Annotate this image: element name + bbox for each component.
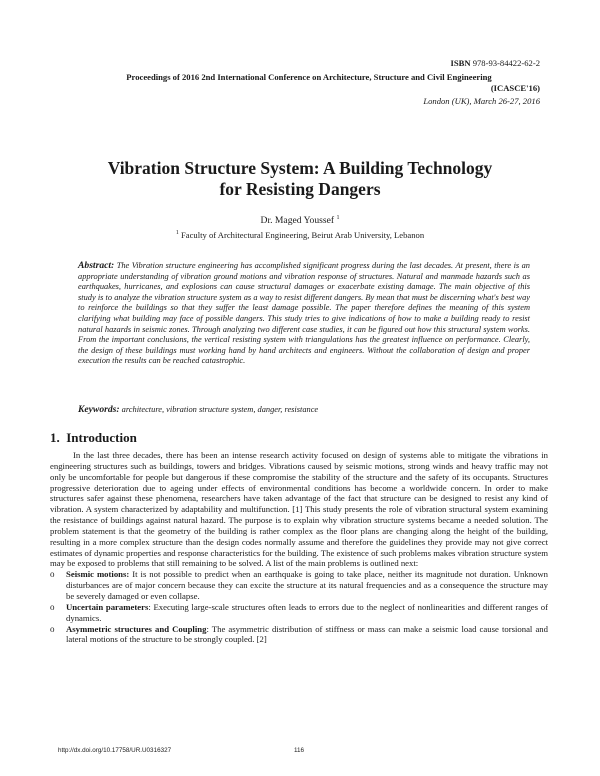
proceedings-acronym: (ICASCE'16) (490, 83, 540, 93)
list-item-text: : Executing large-scale structures often leads to errors due to the neglect of nonlinearities and different ranges of dynamics. (66, 601, 549, 623)
author (0, 215, 600, 226)
abstract-text: The Vibration structure engineering has accomplished significant progress during the last decades. At present, there is an appropriate understanding of vibration ground motions and vibration response of structures. Natural and manmade hazards such as earthquakes, hurricanes, and explosions can cause structural damages or exacerbate existing damage. The main objective of this study is to analyze the vibration structure system as a way to resist different dangers. By mean that must be discerning what's best way to reinforce the buildings so that they suffer the least damage possible. The paper therefore defines the meaning of this system clarifying what building may face of possible dangers. This study tries to give indications of how to make a building ready to resist natural hazards in seismic zones. Through analyzing two different case studies, it can be figured out how this structural system works. From the important conclusions, the vertical resisting system with triangulations has the greatest influence on performance. Clearly, the design of these buildings must working hand by hand architects and engineers. Without the collaboration of design and proper execution the results can be reached catastrophic. (78, 261, 530, 366)
section-heading (50, 430, 137, 446)
author-name: Dr. Maged Youssef (260, 215, 335, 226)
keywords-text: architecture, vibration structure system, danger, resistance (121, 405, 319, 414)
list-item (50, 602, 548, 624)
bullet-icon: o (50, 623, 55, 634)
list-item (50, 569, 548, 602)
paper-title-line-1: Vibration Structure System: A Building Technology (107, 158, 493, 178)
affiliation-text: Faculty of Architectural Engineering, Beirut Arab University, Lebanon (181, 230, 425, 240)
section-title: Introduction (66, 430, 137, 445)
paper-title (60, 158, 540, 200)
isbn-line (450, 58, 540, 68)
page-number: 116 (294, 747, 305, 754)
conference-place-date: London (UK), March 26-27, 2016 (423, 96, 540, 106)
section-number: 1. (50, 430, 60, 445)
isbn-value: 978-93-84422-62-2 (472, 58, 540, 68)
isbn-label: ISBN (450, 58, 471, 68)
section-body (50, 450, 548, 645)
list-item-text: : The asymmetric distribution of stiffness or mass can make a seismic load cause torsional and lateral motions of the structure to be strongly coupled. [2] (66, 623, 548, 645)
bullet-icon: o (50, 569, 55, 580)
keywords (78, 404, 530, 415)
abstract-label: Abstract: (78, 260, 115, 271)
intro-paragraph: In the last three decades, there has been an intense research activity focused on design of systems able to mitigate the vibrations in engineering structures such as buildings, towers and bridges. Vibrations caused by seismic motions, strong winds and heavy traffic may not only be uncomfortable for people but dangerous if these compromise the stability of the structure and the safety of its occupants. Structures progressive deterioration due to ageing under effects of environmental conditions has become a worldwide concern. In order to make structures safer against these phenomena, researchers have taken advantage of the fact that structure can be designed to resist any kind of vibration. A system characterized by adaptability and multifunction. [1] This study presents the role of vibration structural system examining the resistance of buildings against natural hazard. The purpose is to explain why vibration structure systems became a needed solution. The problem statement is that the geometry of the building is rather complex as the floor plans are changing along the height of the building, resulting in a more complex structure than the design codes normally assume and therefore the guidelines they provide may not give correct estimates of dynamic properties and response characteristics for the building. The existence of such problems makes vibration structure system may be exposed to problems that still remaining to be solved. A list of the main problems is outlined next: (50, 450, 548, 569)
affiliation (0, 230, 600, 240)
list-item-term: Uncertain parameters (66, 601, 149, 612)
list-item-term: Seismic motions: (66, 569, 130, 580)
list-item-text: It is not possible to predict when an earthquake is going to take place, neither its magnitude not duration. Unknown disturbances are of major concern because they can excite the structure at its natural frequencies and as a consequence the structure may be severely damaged or even collapse. (66, 569, 548, 601)
doi-link[interactable]: http://dx.doi.org/10.17758/UR.U0316327 (58, 747, 172, 754)
problem-list (50, 569, 548, 645)
paper-title-line-2: for Resisting Dangers (219, 179, 381, 199)
author-superscript: 1 (336, 214, 340, 221)
proceedings-title: Proceedings of 2016 2nd International Conference on Architecture, Structure and Civil Engineering (126, 72, 492, 82)
list-item-term: Asymmetric structures and Coupling (66, 623, 207, 634)
keywords-label: Keywords: (78, 404, 120, 415)
affiliation-superscript: 1 (175, 230, 179, 237)
abstract (78, 261, 530, 367)
bullet-icon: o (50, 601, 55, 612)
list-item (50, 624, 548, 646)
